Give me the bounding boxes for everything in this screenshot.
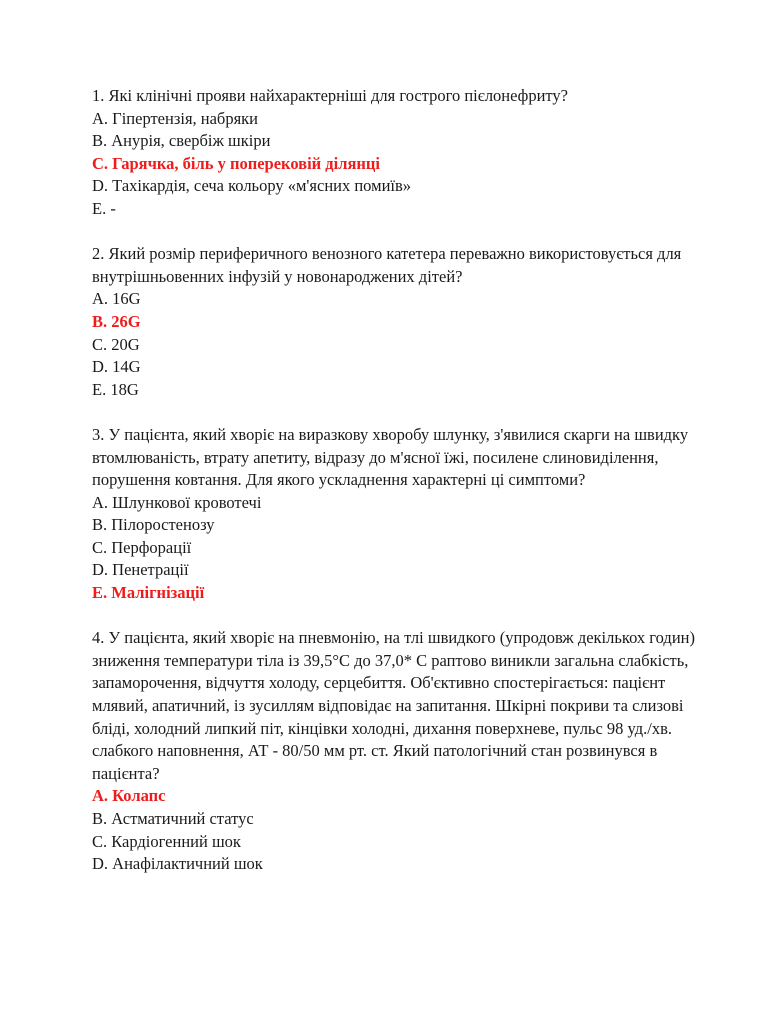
answer-option: E. 18G	[92, 379, 139, 399]
answer-option: D. Тахікардія, сеча кольору «м'ясних помиїв»	[92, 176, 412, 196]
answer-option: A. Шлункової кровотечі	[92, 492, 262, 512]
answer-option: B. Анурія, свербіж шкіри	[92, 131, 271, 151]
question-3	[92, 424, 722, 605]
correct-answer-option: A. Колапс	[92, 786, 166, 806]
answer-option: E. -	[92, 198, 116, 218]
answer-option: C. Кардіогенний шок	[92, 831, 241, 851]
answer-option: C. 20G	[92, 334, 140, 354]
correct-answer-option: C. Гарячка, біль у поперековій ділянці	[92, 153, 381, 173]
answer-option: D. 14G	[92, 357, 141, 377]
question-text: 1. Які клінічні прояви найхарактерніші для гострого пієлонефриту?	[92, 86, 568, 105]
answer-option: B. Пілоростенозу	[92, 515, 215, 535]
answer-option: D. Анафілактичний шок	[92, 854, 263, 874]
question-text: 2. Який розмір периферичного венозного катетера переважно використовується для внутрішньовенних інфузій у новонароджених дітей?	[92, 244, 682, 286]
question-1	[92, 85, 722, 221]
question-text: 3. У пацієнта, який хворіє на виразкову хворобу шлунку, з'явилися скарги на швидку втомлюваність, втрату апетиту, відразу до м'ясної їжі, посилене слиновиділення, порушення ковтання. Для якого ускладнення характерні ці симптоми?	[92, 424, 689, 490]
question-text: 4. У пацієнта, який хворіє на пневмонію, на тлі швидкого (упродовж декількох годин) зниження температури тіла із 39,5°С до 37,0* С раптово виникли загальна слабкість, запаморочення, відчуття холоду, серцебиття. Об'єктивно спостерігається: пацієнт млявий, апатичний, із зусиллям відповідає на запитання. Шкірні покриви та слизові бліді, холодний липкий піт, кінцівки холодні, дихання поверхневе, пульс 98 уд./хв. слабкого наповнення, АТ - 80/50 мм рт. ст. Який патологічний стан розвинувся в пацієнта?	[92, 628, 695, 783]
answer-option: A. Гіпертензія, набряки	[92, 108, 259, 128]
correct-answer-option: E. Малігнізації	[92, 583, 205, 603]
answer-option: B. Астматичний статус	[92, 809, 254, 828]
answer-option: A. 16G	[92, 289, 141, 309]
correct-answer-option: B. 26G	[92, 311, 141, 331]
quiz-document	[92, 85, 722, 876]
question-4	[92, 627, 722, 876]
answer-option: C. Перфорації	[92, 537, 192, 557]
question-2	[92, 243, 722, 401]
answer-option: D. Пенетрації	[92, 560, 189, 580]
